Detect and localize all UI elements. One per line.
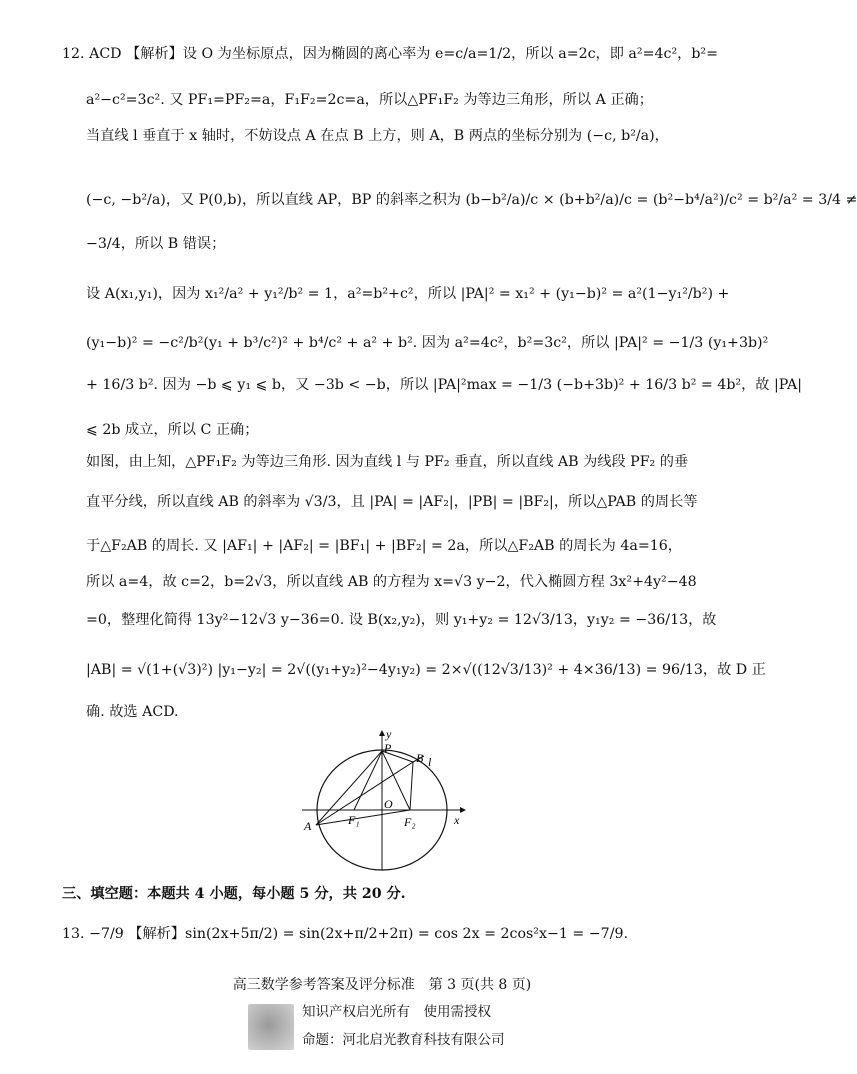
section-3-heading: 三、填空题：本题共 4 小题，每小题 5 分，共 20 分. bbox=[62, 886, 406, 902]
segment-AF2 bbox=[316, 810, 410, 825]
ellipse-figure bbox=[296, 728, 476, 876]
q13-line: 13. −7/9 【解析】sin(2x+5π/2) = sin(2x+π/2+2π) = cos 2x = 2cos²x−1 = −7/9. bbox=[62, 926, 629, 942]
q12-line-13: 所以 a=4，故 c=2，b=2√3，所以直线 AB 的方程为 x=√3 y−2，代入椭圆方程 3x²+4y²−48 bbox=[86, 574, 697, 590]
footer-author: 命题：河北启光教育科技有限公司 bbox=[302, 1032, 505, 1048]
label-O: O bbox=[384, 797, 393, 811]
q12-line-14: =0，整理化简得 13y²−12√3 y−36=0. 设 B(x₂,y₂)，则 y₁+y₂ = 12√3/13，y₁y₂ = −36/13，故 bbox=[86, 612, 717, 628]
q12-line-12: 于△F₂AB 的周长. 又 |AF₁| + |AF₂| = |BF₁| + |BF₂| = 2a，所以△F₂AB 的周长为 4a=16， bbox=[86, 538, 682, 554]
q12-line-16: 确. 故选 ACD. bbox=[86, 704, 179, 720]
y-axis-arrow bbox=[379, 730, 385, 736]
q12-line-6: 设 A(x₁,y₁)，因为 x₁²/a² + y₁²/b² = 1，a²=b²+c²，所以 |PA|² = x₁² + (y₁−b)² = a²(1−y₁²/b²) + bbox=[86, 286, 730, 302]
label-l: l bbox=[428, 755, 432, 769]
label-F2: F₂ bbox=[404, 815, 416, 829]
segment-PF1 bbox=[354, 751, 382, 810]
segment-BF2 bbox=[410, 762, 413, 810]
segment-AB bbox=[316, 762, 413, 825]
q12-line-5: −3/4，所以 B 错误； bbox=[86, 236, 226, 252]
q12-line-1: 12. ACD 【解析】设 O 为坐标原点，因为椭圆的离心率为 e=c/a=1/2，所以 a=2c，即 a²=4c²，b²= bbox=[62, 46, 718, 62]
footer-page: 高三数学参考答案及评分标准 第 3 页(共 8 页) bbox=[232, 977, 532, 993]
q12-line-3: 当直线 l 垂直于 x 轴时，不妨设点 A 在点 B 上方，则 A，B 两点的坐标分别为 (−c, b²/a)， bbox=[86, 128, 669, 144]
qr-code-image bbox=[248, 1004, 294, 1050]
label-P: P bbox=[384, 741, 392, 755]
footer-copyright: 知识产权启光所有 使用需授权 bbox=[302, 1004, 491, 1020]
q12-line-11: 直平分线，所以直线 AB 的斜率为 √3/3，且 |PA| = |AF₂|，|PB| = |BF₂|，所以△PAB 的周长等 bbox=[86, 494, 698, 510]
x-axis-arrow bbox=[460, 807, 466, 813]
label-y: y bbox=[386, 727, 392, 741]
q12-line-2: a²−c²=3c². 又 PF₁=PF₂=a，F₁F₂=2c=a，所以△PF₁F₂ 为等边三角形，所以 A 正确； bbox=[86, 92, 653, 108]
q12-line-7: (y₁−b)² = −c²/b²(y₁ + b³/c²)² + b⁴/c² + a² + b². 因为 a²=4c²，b²=3c²，所以 |PA|² = −1/3 (y₁+3b)² bbox=[86, 335, 769, 351]
q12-line-4: (−c, −b²/a)，又 P(0,b)，所以直线 AP，BP 的斜率之积为 (b−b²/a)/c × (b+b²/a)/c = (b²−b⁴/a²)/c² = b²/a² = 3/4 ≠ bbox=[86, 192, 857, 208]
label-A: A bbox=[304, 819, 312, 833]
label-x: x bbox=[454, 813, 460, 827]
q12-line-10: 如图，由上知，△PF₁F₂ 为等边三角形. 因为直线 l 与 PF₂ 垂直，所以直线 AB 为线段 PF₂ 的垂 bbox=[86, 454, 689, 470]
q12-line-8: + 16/3 b². 因为 −b ⩽ y₁ ⩽ b，又 −3b < −b，所以 |PA|²max = −1/3 (−b+3b)² + 16/3 b² = 4b²，故 |PA| bbox=[86, 377, 803, 393]
q12-line-15: |AB| = √(1+(√3)²) |y₁−y₂| = 2√((y₁+y₂)²−4y₁y₂) = 2×√((12√3/13)² + 4×36/13) = 96/13，故 D 正 bbox=[86, 662, 766, 678]
label-B: B bbox=[416, 751, 424, 765]
label-F1: F₁ bbox=[348, 813, 360, 827]
q12-line-9: ⩽ 2b 成立，所以 C 正确； bbox=[86, 422, 259, 438]
